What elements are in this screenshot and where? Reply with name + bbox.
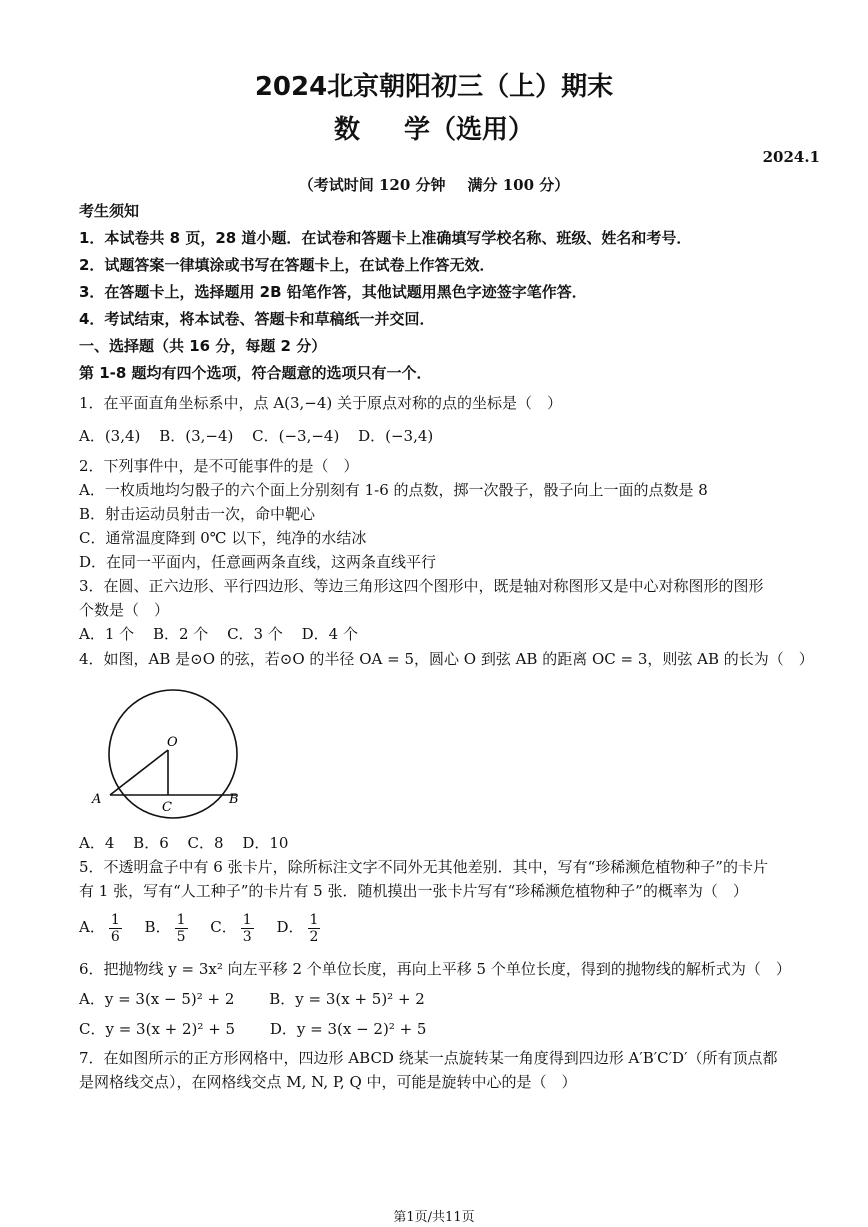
numerator: 1 bbox=[309, 911, 319, 928]
q5-option-c bbox=[210, 908, 257, 946]
q5-option-d-fraction bbox=[308, 912, 321, 945]
exam-full-score: 满分 100 分） bbox=[467, 176, 570, 194]
q3-option-a: A．1 个 bbox=[79, 625, 135, 643]
q4-option-a: A．4 bbox=[79, 834, 115, 852]
label-a: A bbox=[92, 792, 102, 807]
notice-item-2: 2．试题答案一律填涂或书写在答题卡上，在试卷上作答无效． bbox=[79, 256, 495, 274]
q5-option-d-letter: D． bbox=[276, 918, 304, 936]
exam-title: 2024北京朝阳初三（上）期末 bbox=[254, 72, 614, 102]
q6-stem: 6．把抛物线 y = 3x² 向左平移 2 个单位长度，再向上平移 5 个单位长度，得到的抛物线的解析式为（ ） bbox=[79, 960, 791, 978]
notice-item-3: 3．在答题卡上，选择题用 2B 铅笔作答，其他试题用黑色字迹签字笔作答． bbox=[79, 283, 587, 301]
q2-stem: 2．下列事件中，是不可能事件的是（ ） bbox=[79, 457, 359, 475]
segment-oa bbox=[110, 750, 168, 795]
subject-char-1: 数 bbox=[333, 115, 360, 145]
q2-option-a: A．一枚质地均匀骰子的六个面上分别刻有 1-6 的点数，掷一次骰子，骰子向上一面的点数是 8 bbox=[79, 481, 708, 499]
q6-option-c: C．y = 3(x + 2)² + 5 bbox=[79, 1020, 236, 1038]
q3-options bbox=[79, 623, 828, 645]
q5-option-c-letter: C． bbox=[210, 918, 237, 936]
q4-option-b: B．6 bbox=[133, 834, 169, 852]
exam-date: 2024.1 bbox=[762, 148, 820, 166]
page-footer: 第1页/共11页 bbox=[393, 1210, 475, 1225]
q4-option-c: C．8 bbox=[187, 834, 224, 852]
numerator: 1 bbox=[110, 911, 120, 928]
q5-options bbox=[79, 908, 828, 946]
denominator: 6 bbox=[110, 928, 120, 945]
q6-option-b: B．y = 3(x + 5)² + 2 bbox=[269, 990, 425, 1008]
denominator: 5 bbox=[176, 928, 186, 945]
q5-stem-line1: 5．不透明盒子中有 6 张卡片，除所标注文字不同外无其他差别．其中，写有“珍稀濒危植物种子”的卡片 bbox=[79, 858, 768, 876]
q2-option-d: D．在同一平面内，任意画两条直线，这两条直线平行 bbox=[79, 553, 437, 571]
notice-item-1: 1．本试卷共 8 页，28 道小题．在试卷和答题卡上准确填写学校名称、班级、姓名和考号． bbox=[79, 229, 692, 247]
q1-options bbox=[79, 425, 828, 447]
numerator: 1 bbox=[176, 911, 186, 928]
q5-option-b-letter: B． bbox=[144, 918, 171, 936]
q5-option-b-fraction bbox=[175, 912, 188, 945]
q1-option-a: A．(3,4) bbox=[79, 427, 141, 445]
q2-option-b: B．射击运动员射击一次，命中靶心 bbox=[79, 505, 316, 523]
q5-option-a-fraction bbox=[109, 912, 122, 945]
q4-options bbox=[79, 832, 828, 854]
q3-option-b: B．2 个 bbox=[152, 625, 209, 643]
exam-duration: （考试时间 120 分钟 bbox=[298, 176, 446, 194]
q7-stem-line2: 是网格线交点），在网格线交点 M, N, P, Q 中，可能是旋转中心的是（ ） bbox=[79, 1073, 577, 1091]
q4-circle-figure bbox=[88, 688, 248, 828]
q5-option-a bbox=[79, 908, 126, 946]
label-o: O bbox=[167, 735, 178, 750]
q4-stem: 4．如图，AB 是⊙O 的弦，若⊙O 的半径 OA = 5，圆心 O 到弦 AB 的距离 OC = 3，则弦 AB 的长为（ ） bbox=[79, 650, 814, 668]
q1-option-d: D．(−3,4) bbox=[358, 427, 434, 445]
q3-stem-line2: 个数是（ ） bbox=[79, 601, 170, 619]
q5-stem-line2: 有 1 张，写有“人工种子”的卡片有 5 张．随机摸出一张卡片写有“珍稀濒危植物种子”的概率为（ ） bbox=[79, 882, 748, 900]
q7-stem-line1: 7．在如图所示的正方形网格中，四边形 ABCD 绕某一点旋转某一角度得到四边形 A′B′C′D′（所有顶点都 bbox=[79, 1049, 778, 1067]
notice-heading: 考生须知 bbox=[79, 202, 140, 220]
subject-char-2: 学（选用） bbox=[404, 115, 535, 145]
section-heading: 一、选择题（共 16 分，每题 2 分） bbox=[79, 337, 327, 355]
q5-option-b bbox=[145, 908, 192, 946]
denominator: 3 bbox=[242, 928, 252, 945]
label-b: B bbox=[229, 792, 239, 807]
q4-option-d: D．10 bbox=[242, 834, 289, 852]
q3-option-d: D．4 个 bbox=[301, 625, 358, 643]
numerator: 1 bbox=[242, 911, 252, 928]
q1-option-b: B．(3,−4) bbox=[159, 427, 234, 445]
q3-option-c: C．3 个 bbox=[227, 625, 283, 643]
q5-option-c-fraction bbox=[241, 912, 254, 945]
q6-options-row1 bbox=[79, 988, 828, 1010]
exam-time-info bbox=[0, 174, 868, 195]
q1-stem: 1．在平面直角坐标系中，点 A(3,−4) 关于原点对称的点的坐标是（ ） bbox=[79, 394, 563, 412]
section-instruction: 第 1-8 题均有四个选项，符合题意的选项只有一个． bbox=[79, 364, 432, 382]
notice-item-4: 4．考试结束，将本试卷、答题卡和草稿纸一并交回． bbox=[79, 310, 435, 328]
q5-option-d bbox=[276, 908, 324, 946]
q2-option-c: C．通常温度降到 0℃ 以下，纯净的水结冰 bbox=[79, 529, 367, 547]
q3-stem-line1: 3．在圆、正六边形、平行四边形、等边三角形这四个图形中，既是轴对称图形又是中心对称图形的图形 bbox=[79, 577, 764, 595]
exam-subject bbox=[0, 109, 868, 146]
denominator: 2 bbox=[309, 928, 319, 945]
q6-option-a: A．y = 3(x − 5)² + 2 bbox=[79, 990, 235, 1008]
q6-options-row2 bbox=[79, 1018, 828, 1040]
q1-option-c: C．(−3,−4) bbox=[252, 427, 340, 445]
q6-option-d: D．y = 3(x − 2)² + 5 bbox=[269, 1020, 427, 1038]
circle-o bbox=[109, 690, 237, 818]
q5-option-a-letter: A． bbox=[79, 918, 105, 936]
label-c: C bbox=[162, 800, 172, 815]
